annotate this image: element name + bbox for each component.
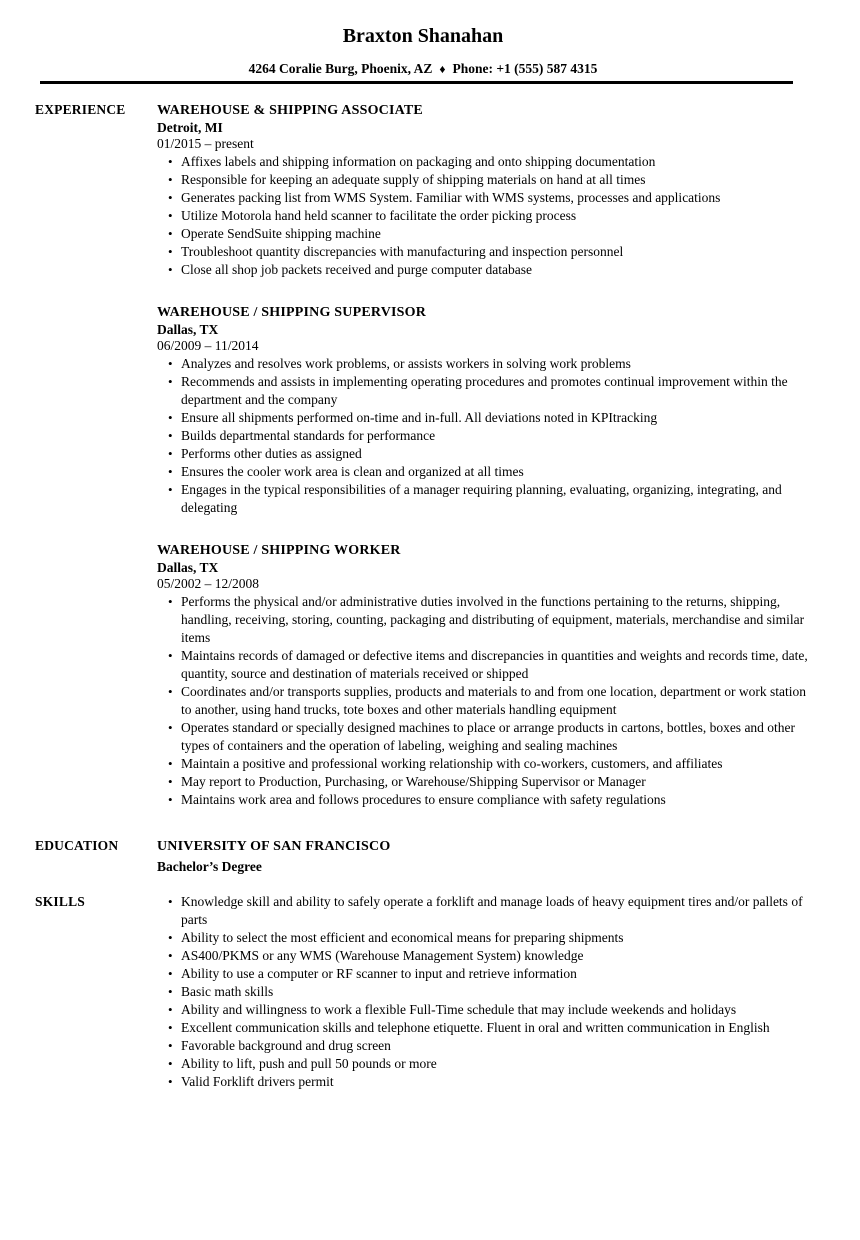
header-divider bbox=[40, 81, 793, 84]
job-title: WAREHOUSE / SHIPPING SUPERVISOR bbox=[157, 305, 427, 320]
bullet-item: • Favorable background and drug screen bbox=[181, 1037, 810, 1055]
job-dates: 05/2002 – 12/2008 bbox=[157, 576, 260, 591]
bullet-item: • Maintains work area and follows procedures to ensure compliance with safety regulations bbox=[181, 791, 810, 809]
job-entry-worker bbox=[157, 541, 810, 809]
job-dates: 06/2009 – 11/2014 bbox=[157, 338, 259, 353]
bullet-item: • Maintain a positive and professional working relationship with co-workers, customers, and affiliates bbox=[181, 755, 810, 773]
bullet-item: • Generates packing list from WMS System. Familiar with WMS systems, processes and applications bbox=[181, 189, 810, 207]
bullet-item: • Excellent communication skills and telephone etiquette. Fluent in oral and written communication in English bbox=[181, 1019, 810, 1037]
bullet-item: • Coordinates and/or transports supplies, products and materials to and from one location, department or work station to another, using hand trucks, tote boxes and other materials handling equipment bbox=[181, 683, 810, 719]
diamond-separator-icon: ♦ bbox=[439, 62, 446, 76]
bullet-item: • Ability to select the most efficient and economical means for preparing shipments bbox=[181, 929, 810, 947]
bullet-item: • May report to Production, Purchasing, or Warehouse/Shipping Supervisor or Manager bbox=[181, 773, 810, 791]
candidate-name: Braxton Shanahan bbox=[342, 25, 504, 47]
contact-address: 4264 Coralie Burg, Phoenix, AZ bbox=[248, 61, 433, 76]
job-location: Dallas, TX bbox=[157, 322, 219, 337]
bullet-item: • Ability to use a computer or RF scanner to input and retrieve information bbox=[181, 965, 810, 983]
bullet-item: • Recommends and assists in implementing operating procedures and promotes continual improvement within the department and the company bbox=[181, 373, 810, 409]
bullet-item: • Ensures the cooler work area is clean and organized at all times bbox=[181, 463, 810, 481]
bullet-item: • Valid Forklift drivers permit bbox=[181, 1073, 810, 1091]
resume-header bbox=[0, 0, 860, 84]
bullet-item: • Affixes labels and shipping information on packaging and onto shipping documentation bbox=[181, 153, 810, 171]
bullet-item: • Engages in the typical responsibilities of a manager requiring planning, evaluating, organizing, integrating, and delegating bbox=[181, 481, 810, 517]
experience-section-content bbox=[157, 101, 860, 809]
bullet-item: • Close all shop job packets received and purge computer database bbox=[181, 261, 810, 279]
job-location: Detroit, MI bbox=[157, 120, 223, 135]
skills-section-content bbox=[157, 893, 860, 1091]
contact-line bbox=[0, 60, 846, 78]
education-section bbox=[0, 837, 860, 877]
bullet-item: • Knowledge skill and ability to safely operate a forklift and manage loads of heavy equipment tires and/or pallets of parts bbox=[181, 893, 810, 929]
contact-phone: Phone: +1 (555) 587 4315 bbox=[452, 61, 598, 76]
skills-bullet-list bbox=[157, 893, 810, 1091]
job-entry-supervisor bbox=[157, 303, 810, 517]
education-degree: Bachelor’s Degree bbox=[157, 859, 262, 874]
bullet-item: • Ability to lift, push and pull 50 pounds or more bbox=[181, 1055, 810, 1073]
bullet-item: • Maintains records of damaged or defective items and discrepancies in quantities and weights and records time, date, quantity, source and destination of materials received or shipped bbox=[181, 647, 810, 683]
skills-section-label: SKILLS bbox=[35, 894, 85, 909]
job-title: WAREHOUSE / SHIPPING WORKER bbox=[157, 543, 401, 558]
bullet-item: • Performs other duties as assigned bbox=[181, 445, 810, 463]
job-location: Dallas, TX bbox=[157, 560, 219, 575]
education-section-label: EDUCATION bbox=[35, 838, 119, 853]
resume-body bbox=[0, 101, 860, 1091]
bullet-item: • Analyzes and resolves work problems, or assists workers in solving work problems bbox=[181, 355, 810, 373]
job-bullet-list bbox=[157, 153, 810, 279]
education-school: UNIVERSITY OF SAN FRANCISCO bbox=[157, 839, 391, 854]
experience-section-label: EXPERIENCE bbox=[35, 102, 126, 117]
bullet-item: • Operate SendSuite shipping machine bbox=[181, 225, 810, 243]
bullet-item: • Builds departmental standards for performance bbox=[181, 427, 810, 445]
job-bullet-list bbox=[157, 355, 810, 517]
bullet-item: • Basic math skills bbox=[181, 983, 810, 1001]
skills-section bbox=[0, 893, 860, 1091]
education-section-content bbox=[157, 837, 860, 877]
bullet-item: • Operates standard or specially designed machines to place or arrange products in cartons, bottles, boxes and other types of containers and the operation of labeling, weighing and sealing machines bbox=[181, 719, 810, 755]
bullet-item: • Ability and willingness to work a flexible Full-Time schedule that may include weekends and holidays bbox=[181, 1001, 810, 1019]
job-title: WAREHOUSE & SHIPPING ASSOCIATE bbox=[157, 103, 423, 118]
bullet-item: • Utilize Motorola hand held scanner to facilitate the order picking process bbox=[181, 207, 810, 225]
bullet-item: • Ensure all shipments performed on-time and in-full. All deviations noted in KPItracking bbox=[181, 409, 810, 427]
job-dates: 01/2015 – present bbox=[157, 136, 254, 151]
bullet-item: • Troubleshoot quantity discrepancies with manufacturing and inspection personnel bbox=[181, 243, 810, 261]
job-bullet-list bbox=[157, 593, 810, 809]
experience-section bbox=[0, 101, 860, 809]
bullet-item: • Responsible for keeping an adequate supply of shipping materials on hand at all times bbox=[181, 171, 810, 189]
job-entry-associate bbox=[157, 101, 810, 279]
bullet-item: • AS400/PKMS or any WMS (Warehouse Management System) knowledge bbox=[181, 947, 810, 965]
bullet-item: • Performs the physical and/or administrative duties involved in the functions pertaining to the returns, shipping, handling, receiving, storing, counting, packaging and distributing of equipment, materials, merchandise and similar items bbox=[181, 593, 810, 647]
